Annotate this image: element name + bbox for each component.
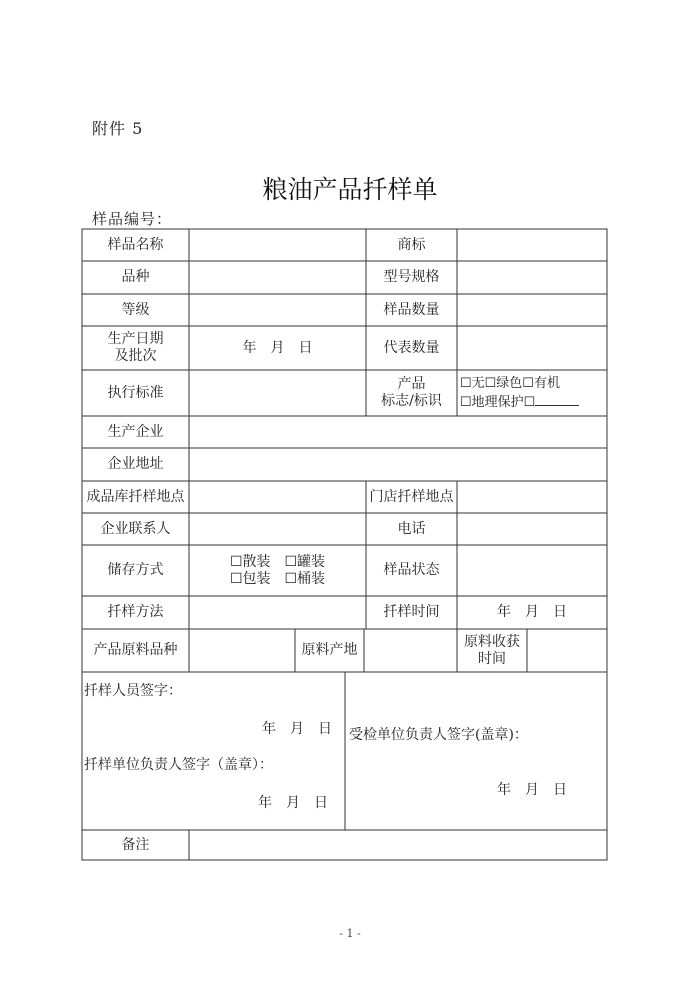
form-title: 粮油产品扦样单 <box>262 175 438 204</box>
label-product-mark <box>366 370 457 416</box>
label-sample-qty: 样品数量 <box>383 301 440 318</box>
label-raw-origin: 原料产地 <box>301 642 358 658</box>
field-standard[interactable] <box>189 370 366 416</box>
mark-options-line2-text: ☐地理保护☐ <box>460 395 536 410</box>
field-sample-qty[interactable] <box>457 294 607 326</box>
label-trademark: 商标 <box>397 236 426 253</box>
label-production-date-line2: 及批次 <box>114 348 157 364</box>
label-production-date-line1: 生产日期 <box>107 331 164 347</box>
label-sample-name: 样品名称 <box>107 236 164 253</box>
annex-label: 附件 5 <box>92 119 144 138</box>
storage-options-line1: ☐散装 ☐罐装 <box>229 553 326 570</box>
field-trademark[interactable] <box>457 229 607 261</box>
field-representative-qty[interactable] <box>457 326 607 370</box>
label-variety: 品种 <box>121 269 150 285</box>
label-sampling-method: 扦样方法 <box>107 604 164 620</box>
field-model-spec[interactable] <box>457 261 607 294</box>
unit-signature-label: 扦样单位负责人签字（盖章）： <box>84 757 273 773</box>
mark-options-line1: ☐无☐绿色☐有机 <box>460 376 560 391</box>
field-production-date[interactable]: 年 月 日 <box>242 339 313 356</box>
sample-number-label: 样品编号： <box>92 210 173 228</box>
sampler-signature-label: 扦样人员签字： <box>84 683 182 699</box>
label-model-spec: 型号规格 <box>383 269 440 285</box>
label-contact: 企业联系人 <box>100 520 171 537</box>
field-warehouse-location[interactable] <box>189 481 366 513</box>
field-remarks[interactable] <box>189 830 607 860</box>
field-storage-options[interactable] <box>189 545 366 596</box>
label-standard: 执行标准 <box>107 384 164 401</box>
label-grade: 等级 <box>121 301 150 318</box>
field-grade[interactable] <box>189 294 366 326</box>
field-sampling-time[interactable]: 年 月 日 <box>497 604 567 620</box>
field-address[interactable] <box>189 448 607 481</box>
label-product-mark-line1: 产品 <box>397 376 426 392</box>
field-variety[interactable] <box>189 261 366 294</box>
label-store-location: 门店扦样地点 <box>369 488 454 505</box>
field-raw-variety[interactable] <box>189 629 295 672</box>
label-phone: 电话 <box>397 520 426 537</box>
unit-signature-date[interactable]: 年 月 日 <box>258 795 328 811</box>
field-sample-name[interactable] <box>189 229 366 261</box>
mark-options-line2 <box>460 393 579 412</box>
field-producer[interactable] <box>189 416 607 448</box>
label-sample-state: 样品状态 <box>383 562 440 578</box>
label-address: 企业地址 <box>107 456 164 472</box>
storage-options-line2: ☐包装 ☐桶装 <box>229 570 326 587</box>
label-harvest-time-line1: 原料收获 <box>464 633 520 650</box>
sampler-signature-date[interactable]: 年 月 日 <box>262 721 332 737</box>
label-harvest-time-line2: 时间 <box>478 650 506 667</box>
field-harvest-time[interactable] <box>527 629 607 672</box>
label-harvest-time <box>457 629 527 672</box>
field-sample-state[interactable] <box>457 545 607 596</box>
label-warehouse-location: 成品库扦样地点 <box>86 488 185 505</box>
field-sampling-method[interactable] <box>189 596 366 629</box>
label-remarks: 备注 <box>121 836 150 853</box>
label-sampling-time: 扦样时间 <box>383 604 440 620</box>
label-producer: 生产企业 <box>107 423 164 440</box>
inspected-unit-signature-label: 受检单位负责人签字(盖章)： <box>349 727 528 743</box>
page-number: - 1 - <box>339 927 361 940</box>
label-product-mark-line2: 标志/标识 <box>381 393 442 409</box>
field-store-location[interactable] <box>457 481 607 513</box>
field-raw-origin[interactable] <box>364 629 457 672</box>
field-contact[interactable] <box>189 513 366 545</box>
field-phone[interactable] <box>457 513 607 545</box>
field-product-mark-options[interactable] <box>460 370 607 416</box>
label-raw-variety: 产品原料品种 <box>93 642 178 658</box>
label-storage: 储存方式 <box>107 562 164 578</box>
inspected-unit-signature-date[interactable]: 年 月 日 <box>497 782 567 798</box>
label-production-date <box>82 326 189 370</box>
mark-other-blank[interactable] <box>535 393 579 406</box>
label-representative-qty: 代表数量 <box>383 339 440 356</box>
